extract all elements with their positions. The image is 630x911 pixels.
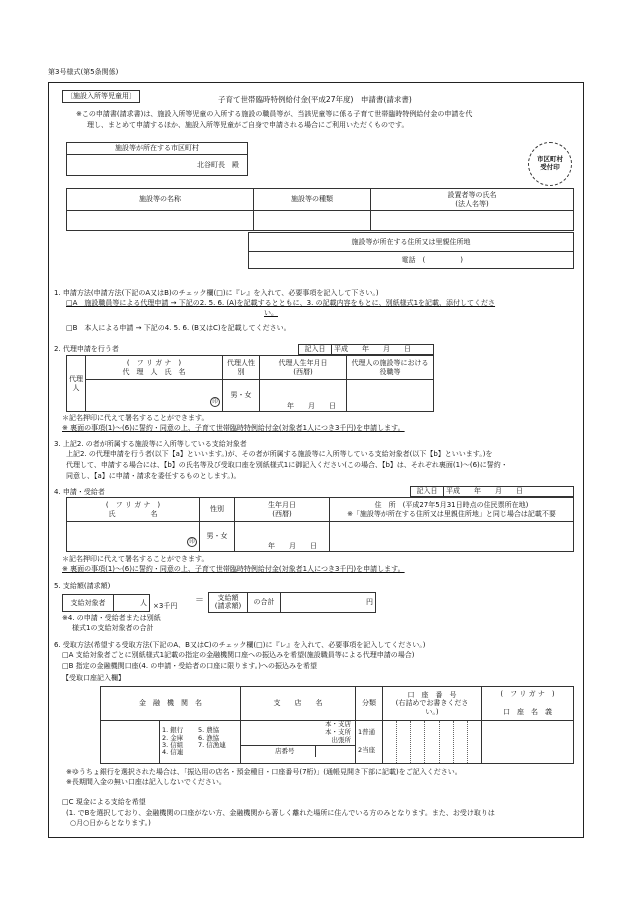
page-title: 子育て世帯臨時特例給付金(平成27年度) 申請書(請求書) (218, 95, 412, 104)
section-4-date (410, 486, 574, 497)
seal-mark: 印 (210, 397, 220, 407)
applicant-name-field[interactable] (67, 522, 200, 552)
applicant-name-header (67, 498, 200, 522)
bank-name-field[interactable] (101, 721, 160, 764)
store-number-field[interactable] (315, 746, 355, 757)
store-number-label: 店番号 (275, 747, 295, 756)
applicant-gender-header: 性別 (200, 498, 235, 522)
agent-role-field[interactable] (347, 380, 434, 412)
section-2-note-1: ＊記名押印に代えて署名することができます。 (62, 414, 209, 422)
amount-field[interactable]: 円 (281, 593, 376, 613)
bank-type: 5. 農協 (198, 726, 220, 735)
section-5-title: 5. 支給額(請求額) (54, 582, 111, 590)
section-4-table (66, 497, 574, 552)
section-2-table (66, 355, 434, 412)
applicant-address-header (330, 498, 574, 522)
amount-box (208, 592, 376, 613)
agent-name-label: 代 理 人 氏 名 (122, 367, 186, 376)
section-6-option-a[interactable]: □A 支給対象者ごとに別紙様式1記載の指定の金融機関口座への振込みを希望(施設職員等による代理申請の場合) (62, 651, 415, 659)
applicant-birth-field[interactable]: 年 月 日 (235, 522, 330, 552)
target-count-box (62, 594, 150, 612)
applicant-address-field[interactable] (330, 522, 574, 552)
amount-label-1: 支給額 (217, 593, 239, 602)
applicant-gender-field[interactable]: 男・女 (200, 522, 235, 552)
account-holder-header (482, 687, 574, 721)
agent-birth-label: 代理人生年月日 (278, 358, 328, 367)
bank-name-header: 金 融 機 関 名 (101, 687, 241, 721)
section-6-option-c[interactable]: □C 現金による支給を希望 (62, 798, 146, 806)
section-3-line-3: 同意し、【a】に申請・請求を委任するものとします。)。 (66, 472, 241, 480)
section-6-note-2: ※長期間入金の無い口座は記入しないでください。 (66, 778, 226, 786)
agent-furigana-label: ( フ リ ガ ナ ) (126, 358, 182, 367)
section-1-title: 1. 申請方法(申請方法(下記のA又はB)のチェック欄(□)に『レ』を入れて、必要事項を記入して下さい。) (54, 289, 379, 297)
applicant-address-note: ※「施設等が所在する住所又は里親住所地」と同じ場合は記載不要 (347, 509, 556, 518)
bank-type: 2. 金庫 (162, 733, 184, 742)
facility-name-field[interactable] (67, 211, 254, 231)
facility-owner-field[interactable] (371, 211, 574, 231)
receipt-stamp (528, 142, 572, 186)
section-2-date (298, 344, 434, 355)
section-6-option-c-line-2: ○月○日からとなります。) (70, 819, 151, 827)
bank-type: 3. 信組 (162, 741, 184, 749)
agent-gender-field[interactable]: 男・女 (223, 380, 260, 412)
branch-name-header: 支 店 名 (241, 687, 356, 721)
municipality-box (66, 142, 248, 176)
amount-label-2: (請求額) (214, 601, 242, 610)
entry-date-field[interactable]: 平成 年 月 日 (332, 345, 434, 355)
facility-phone-field[interactable] (249, 252, 574, 269)
account-type: 2当座 (358, 746, 376, 754)
form-number: 第3号様式(第5条関係) (48, 68, 119, 76)
branch-type: 出張所 (331, 735, 351, 744)
holder-header-2: 口 座 名 義 (503, 707, 552, 716)
owner-header-line1: 設置者等の氏名 (447, 190, 497, 199)
bank-type: 4. 信連 (162, 748, 184, 757)
applicant-birth-sub: (西暦) (272, 509, 292, 518)
agent-side-label: 代理人 (67, 356, 86, 412)
entry-date-label-4: 記入日 (411, 487, 444, 497)
equals-sign: ＝ (195, 596, 205, 606)
bank-type-options[interactable] (160, 721, 241, 764)
account-type-options[interactable] (356, 721, 383, 764)
receipt-stamp-label: 市区町村受付印 (537, 155, 563, 171)
section-5-note-2: 様式1の支給対象者の合計 (72, 624, 154, 632)
facility-type-header: 施設等の種類 (254, 189, 371, 211)
amount-label (209, 593, 248, 613)
section-3-line-2: 代理して、申請する場合には、【b】の氏名等及び受取口座を別紙様式1に御記入ください(この場合、【b】は、それぞれ裏面(1)～(6)に誓約・ (66, 461, 508, 469)
facility-name-header: 施設等の名称 (67, 189, 254, 211)
section-5-note-1: ※4. の申請・受給者または別紙 (62, 614, 161, 622)
branch-type: 本・支所 (325, 727, 351, 736)
facility-type-field[interactable] (254, 211, 371, 231)
phone-paren: ( ) (422, 255, 463, 264)
section-4-note-1: ＊記名押印に代えて署名することができます。 (62, 555, 209, 563)
section-6-title: 6. 受取方法(希望する受取方法(下記のA、B又はC)のチェック欄(□)に『レ』を入れて、必要事項を記入してください。) (54, 641, 426, 649)
account-section-title: 【受取口座記入欄】 (62, 674, 125, 682)
account-number-header (383, 687, 482, 721)
section-4-note-2: ※ 裏面の事項(1)～(6)に誓約・同意の上、子育て世帯臨時特例給付金(対象者1人につき3千円)を申請します。 (62, 565, 405, 573)
agent-birth-header (260, 356, 347, 380)
agent-gender-header: 代理人性別 (223, 356, 260, 380)
section-2-title: 2. 代理申請を行う者 (54, 345, 119, 353)
amount-total-label: の合計 (248, 593, 281, 613)
applicant-name-label: 氏 名 (108, 509, 158, 518)
target-count-label: 支給対象者 (63, 595, 114, 612)
intro-line-2: 理し、まとめて申請するほか、施設入所等児童がご自身で申請される場合にご利用いただくものです。 (87, 121, 409, 129)
agent-birth-sub: (西暦) (293, 367, 313, 376)
section-6-option-c-line-1: (1. でBを選択しており、金融機関の口座がない方、金融機関から著しく離れた場所に住んでいる方のみとなります。また、お受け取りは (66, 809, 495, 817)
target-count-field[interactable]: 人 (114, 595, 150, 612)
applicant-birth-label: 生年月日 (268, 500, 296, 509)
agent-role-header: 代理人の施設等における役職等 (347, 356, 434, 380)
acct-header-2: (右詰めでお書きくださ (395, 699, 469, 708)
bank-type: 7. 信漁連 (198, 741, 226, 749)
facility-owner-header (371, 189, 574, 211)
account-table (100, 686, 574, 764)
section-4-title: 4. 申請・受給者 (54, 488, 105, 496)
acct-header-3: い。) (425, 707, 439, 716)
bank-type: 6. 漁協 (198, 733, 220, 742)
seal-mark-4: 印 (187, 537, 197, 547)
applicant-furigana-label: ( フ リ ガ ナ ) (105, 500, 161, 509)
section-2-note-2: ※ 裏面の事項(1)～(6)に誓約・同意の上、子育て世帯臨時特例給付金(対象者1人につき3千円)を申請します。 (62, 424, 405, 432)
account-number-field[interactable] (383, 721, 482, 764)
section-1-option-a-cont: い。 (264, 309, 278, 317)
phone-label: 電話 (401, 255, 416, 264)
section-1-option-b[interactable]: □B 本人による申請 → 下記の4. 5. 6. (B又はC)を記載してください。 (66, 324, 291, 332)
applicant-birth-header (235, 498, 330, 522)
section-6-option-b[interactable]: □B 指定の金融機関口座(4. の申請・受給者の口座に限ります。)への振込みを希望 (62, 662, 317, 670)
facility-address-table (248, 232, 574, 269)
municipality-value[interactable]: 北谷町長 殿 (197, 161, 239, 169)
branch-name-field[interactable] (241, 721, 356, 764)
form-tag: 〔施設入所等児童用〕 (62, 90, 140, 103)
facility-address-header: 施設等が所在する住所又は里親住所地 (249, 233, 574, 252)
owner-header-line2: (法人名等) (455, 199, 489, 208)
agent-name-field[interactable] (86, 380, 223, 412)
multiplier-text: ×3千円 (153, 602, 178, 610)
applicant-address-label: 住 所 (平成27年5月31日時点の住民票所在地) (374, 500, 529, 509)
intro-line-1: ※この申請書(請求書)は、施設入所等児童の入所する施設の職員等が、当該児童等に係る子育て世帯臨時特例給付金の申請を代 (76, 110, 473, 118)
account-type: 1普通 (358, 728, 376, 737)
section-3-line-1: 上記2. の代理申請を行う者(以下【a】といいます。)が、その者が所属する施設等に入所等している支給対象者(以下【b】といいます。)を (66, 450, 493, 458)
bank-type: 1. 銀行 (162, 726, 184, 735)
entry-date-label: 記入日 (299, 345, 332, 355)
section-3-title: 3. 上記2. の者が所属する施設等に入所等している支給対象者 (54, 440, 247, 448)
branch-type: 本・支店 (325, 720, 351, 728)
account-type-header: 分類 (356, 687, 383, 721)
section-6-note-1: ※ゆうちょ銀行を選択された場合は、「振込用の店名・預金種目・口座番号(7桁)」(通帳見開き下部に記載)をご記入ください。 (66, 768, 462, 776)
account-holder-field[interactable] (482, 721, 574, 764)
agent-birth-field[interactable]: 年 月 日 (260, 380, 347, 412)
entry-date-field-4[interactable]: 平成 年 月 日 (444, 487, 574, 497)
acct-header-1: 口 座 番 号 (407, 690, 457, 699)
facility-table (66, 188, 574, 231)
municipality-header: 施設等が所在する市区町村 (67, 143, 247, 155)
holder-header-1: ( フ リ ガ ナ ) (500, 690, 555, 699)
agent-name-header (86, 356, 223, 380)
section-1-option-a[interactable]: □A 施設職員等による代理申請 → 下記の2. 5. 6. (A)を記載するとともに、3. の記載内容をもとに、別紙様式1を記載、添付してくださ (66, 299, 496, 307)
